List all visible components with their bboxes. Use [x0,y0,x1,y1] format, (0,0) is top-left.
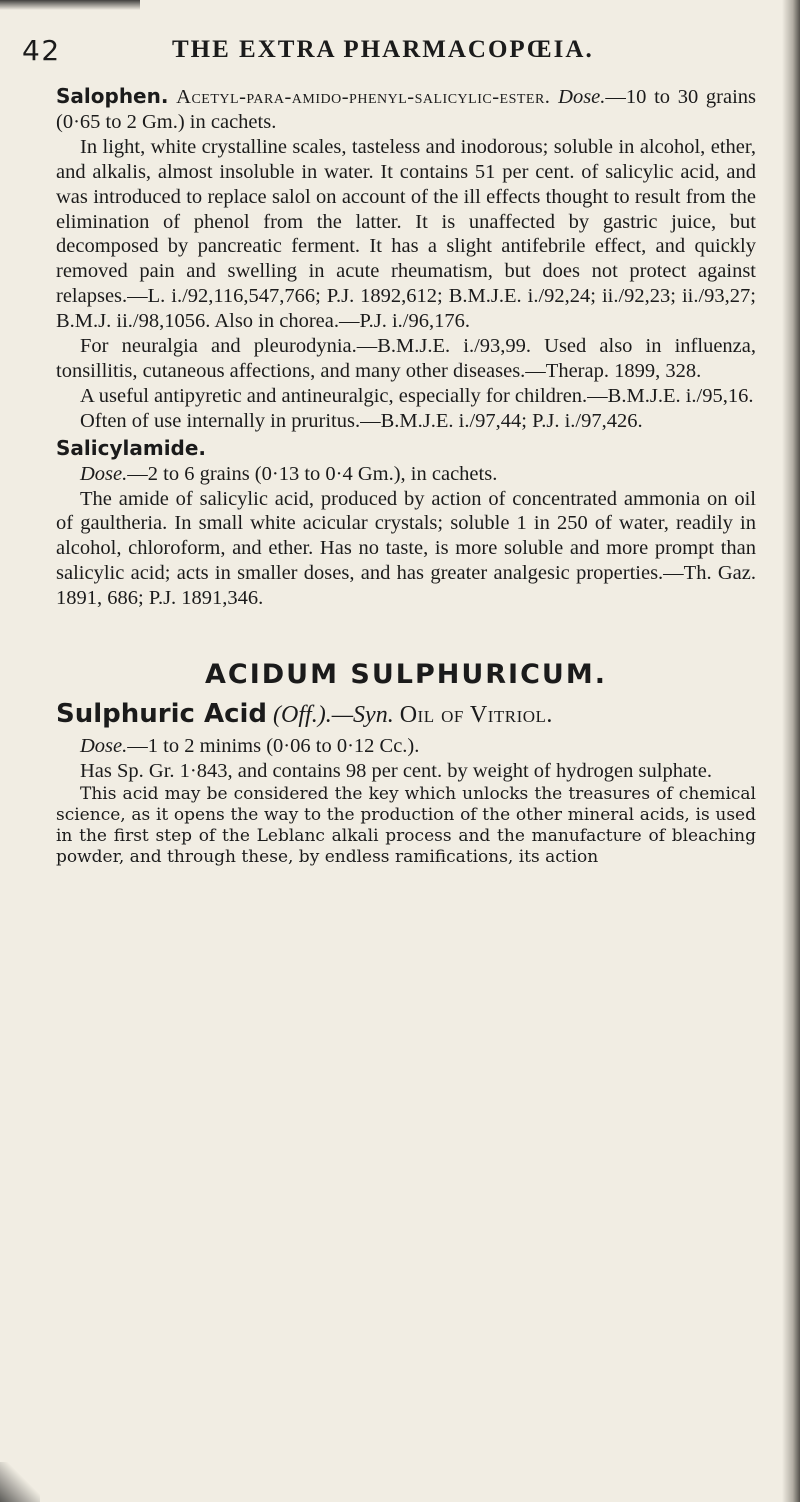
sulphuric-acid-synonym: Oil of Vitriol. [399,701,553,728]
sulphuric-acid-title-line [56,698,756,729]
sulphuric-acid-paragraph-2: This acid may be considered the key which unlocks the treasures of chemical science, as it opens the way to the production of the other mineral acids, is used in the first step of the Leblanc alkali process and the manufacture of bleaching powder, and through these, by endless ramifications, its action [56,783,756,867]
salophen-synonym: Acetyl-para-amido-phenyl-salicylic-ester. [176,86,551,108]
page-number: 42 [22,34,61,67]
sulphuric-acid-official: (Off.). [273,701,332,728]
sulphuric-acid-dose-text: —1 to 2 minims (0·06 to 0·12 Cc.). [127,734,420,757]
salophen-dose-text: —10 to 30 grains (0·65 to 2 Gm.) in cachets. [56,86,757,133]
salicylamide-dose [56,462,756,487]
salophen-paragraph-1: In light, white crystalline scales, tasteless and inodorous; soluble in alcohol, ether, and alkalis, almost insoluble in water. It contains 51 per cent. of salicylic acid, and was introduced to replace salol on account of the ill effects thought to result from the elimination of phenol from the latter. It is unaffected by gastric juice, but decomposed by pancreatic ferment. It has a slight antifebrile effect, and quickly removed pain and swelling in acute rheumatism, but does not protect against relapses.—L. i./92,116,547,766; P.J. 1892,612; B.M.J.E. i./92,24; ii./92,23; ii./93,27; B.M.J. ii./98,1056. Also in chorea.—P.J. i./96,176. [56,135,756,333]
salicylamide-dose-text: —2 to 6 grains (0·13 to 0·4 Gm.), in cachets. [127,462,498,485]
sulphuric-acid-syn-label: —Syn. [331,701,394,728]
section-spacer [56,611,756,663]
salicylamide-paragraph-1: The amide of salicylic acid, produced by action of concentrated ammonia on oil of gaultheria. In small white acicular crystals; soluble 1 in 250 of water, readily in alcohol, chloroform, and ether. Has no taste, is more soluble and more prompt than salicylic acid; acts in smaller doses, and has greater analgesic properties.—Th. Gaz. 1891, 686; P.J. 1891,346. [56,487,756,610]
sulphuric-acid-dose [56,734,756,759]
page-corner-shadow [0,1462,40,1502]
salophen-dose-label: Dose. [558,86,606,108]
entry-term-salophen: Salophen. [56,84,169,108]
page-edge-shadow-right [782,0,800,1502]
salophen-paragraph-4: Often of use internally in pruritus.—B.M.J.E. i./97,44; P.J. i./97,426. [80,409,643,432]
sulphuric-acid-paragraph-1: Has Sp. Gr. 1·843, and contains 98 per cent. by weight of hydrogen sulphate. [80,759,712,782]
salicylamide-entry-head [56,436,756,462]
salicylamide-dose-label: Dose. [80,462,128,485]
running-title: THE EXTRA PHARMACOPŒIA. [172,36,594,63]
page-body [56,84,756,868]
entry-term-salicylamide: Salicylamide. [56,435,207,460]
salophen-paragraph-3: A useful antipyretic and antineuralgic, especially for children.—B.M.J.E. i./95,16. [80,384,754,407]
section-heading-acidum-sulphuricum: ACIDUM SULPHURICUM. [205,659,607,691]
salophen-entry-head [56,84,756,135]
sulphuric-acid-name: Sulphuric Acid [56,698,268,729]
salophen-paragraph-2: For neuralgia and pleurodynia.—B.M.J.E. i./93,99. Used also in influenza, tonsillitis, cutaneous affections, and many other diseases.—Therap. 1899, 328. [56,335,756,382]
sulphuric-acid-dose-label: Dose. [80,734,128,757]
page-edge-shadow-top [0,0,140,10]
